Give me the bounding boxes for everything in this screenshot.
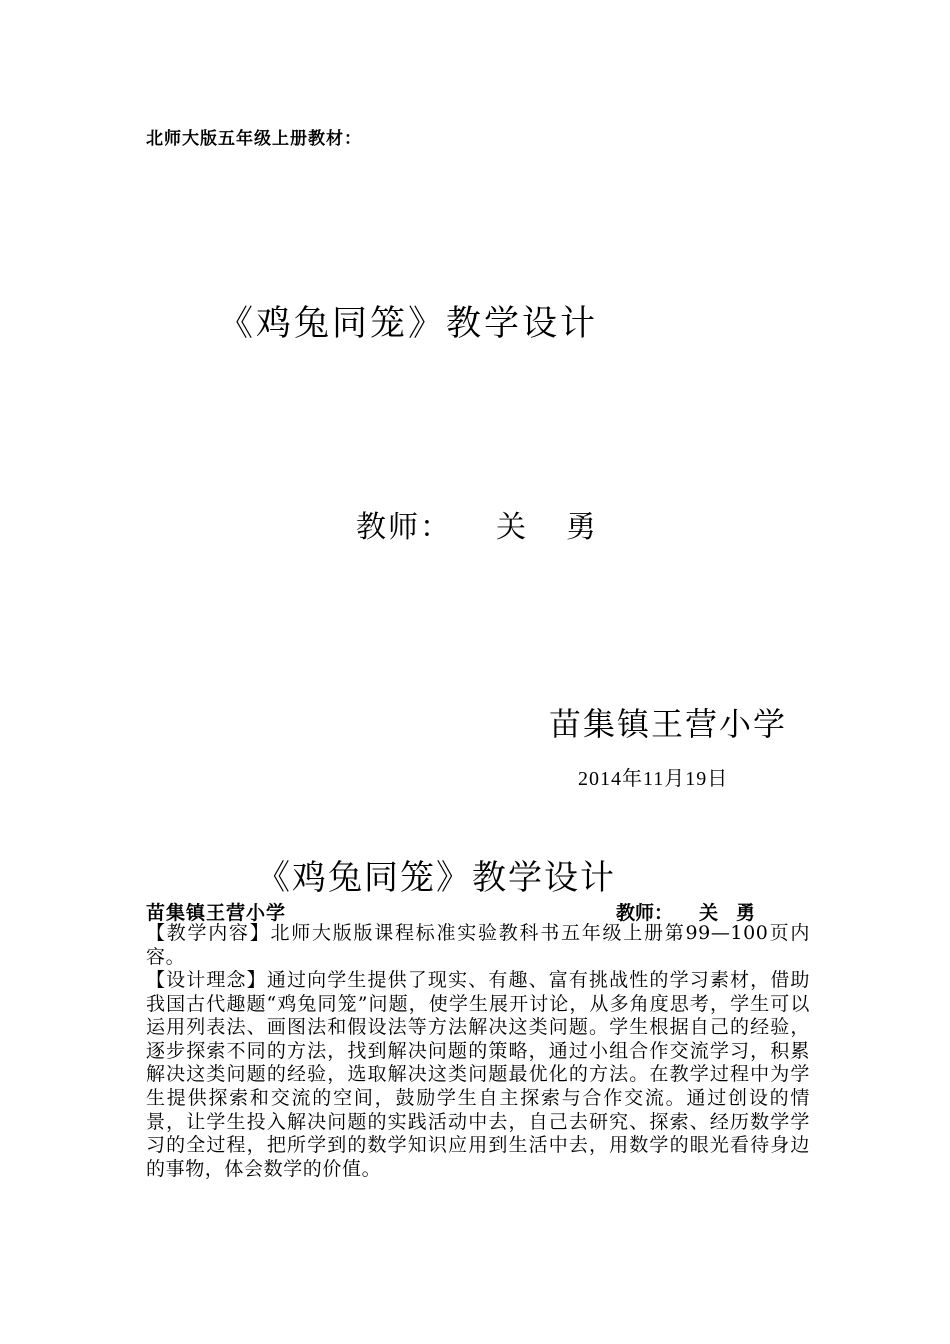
teaching-content-text: 北师大版版课程标准实验教科书五年级上册第99—100页内容。 — [146, 922, 810, 968]
cover-date: 2014年11月19日 — [578, 768, 729, 790]
document-teacher-label: 教师： — [616, 902, 674, 924]
design-concept-text: 通过向学生提供了现实、有趣、富有挑战性的学习素材，借助我国古代趣题“鸡兔同笼”问题，使学生展开讨论，从多角度思考，学生可以运用列表法、画图法和假设法等方法解决这类问题。学生根据自己的经验，逐步探索不同的方法，找到解决问题的策略，通过小组合作交流学习，积累解决这类问题的经验，选取解决这类问题最优化的方法。在教学过程中为学生提供探索和交流的空间，鼓励学生自主探索与合作交流。通过创设的情景，让学生投入解决问题的实践活动中去，自己去研究、探索、经历数学学习的全过程，把所学到的数学知识应用到生活中去，用数学的眼光看待身边的事物，体会数学的价值。 — [146, 969, 810, 1180]
document-teacher-name-part: 关 — [699, 902, 719, 924]
teaching-content-tag: 【教学内容】 — [146, 922, 271, 944]
cover-teacher-name-part: 关 — [496, 510, 528, 545]
cover-teacher — [356, 502, 598, 546]
cover-teacher-name-part: 勇 — [566, 510, 598, 545]
cover-teacher-name — [496, 510, 598, 545]
document-teacher — [616, 898, 755, 925]
cover-teacher-label: 教师： — [356, 510, 452, 545]
cover-school: 苗集镇王营小学 — [549, 705, 788, 743]
teaching-content-paragraph — [146, 922, 810, 969]
cover-title: 《鸡兔同笼》教学设计 — [218, 304, 599, 344]
document-title: 《鸡兔同笼》教学设计 — [256, 858, 616, 898]
document-teacher-name — [699, 902, 755, 924]
design-concept-tag: 【设计理念】 — [146, 969, 267, 991]
textbook-edition-line: 北师大版五年级上册教材： — [146, 129, 362, 149]
design-concept-paragraph — [146, 969, 810, 1181]
document-school: 苗集镇王营小学 — [146, 902, 287, 924]
document-teacher-name-part: 勇 — [736, 902, 756, 924]
